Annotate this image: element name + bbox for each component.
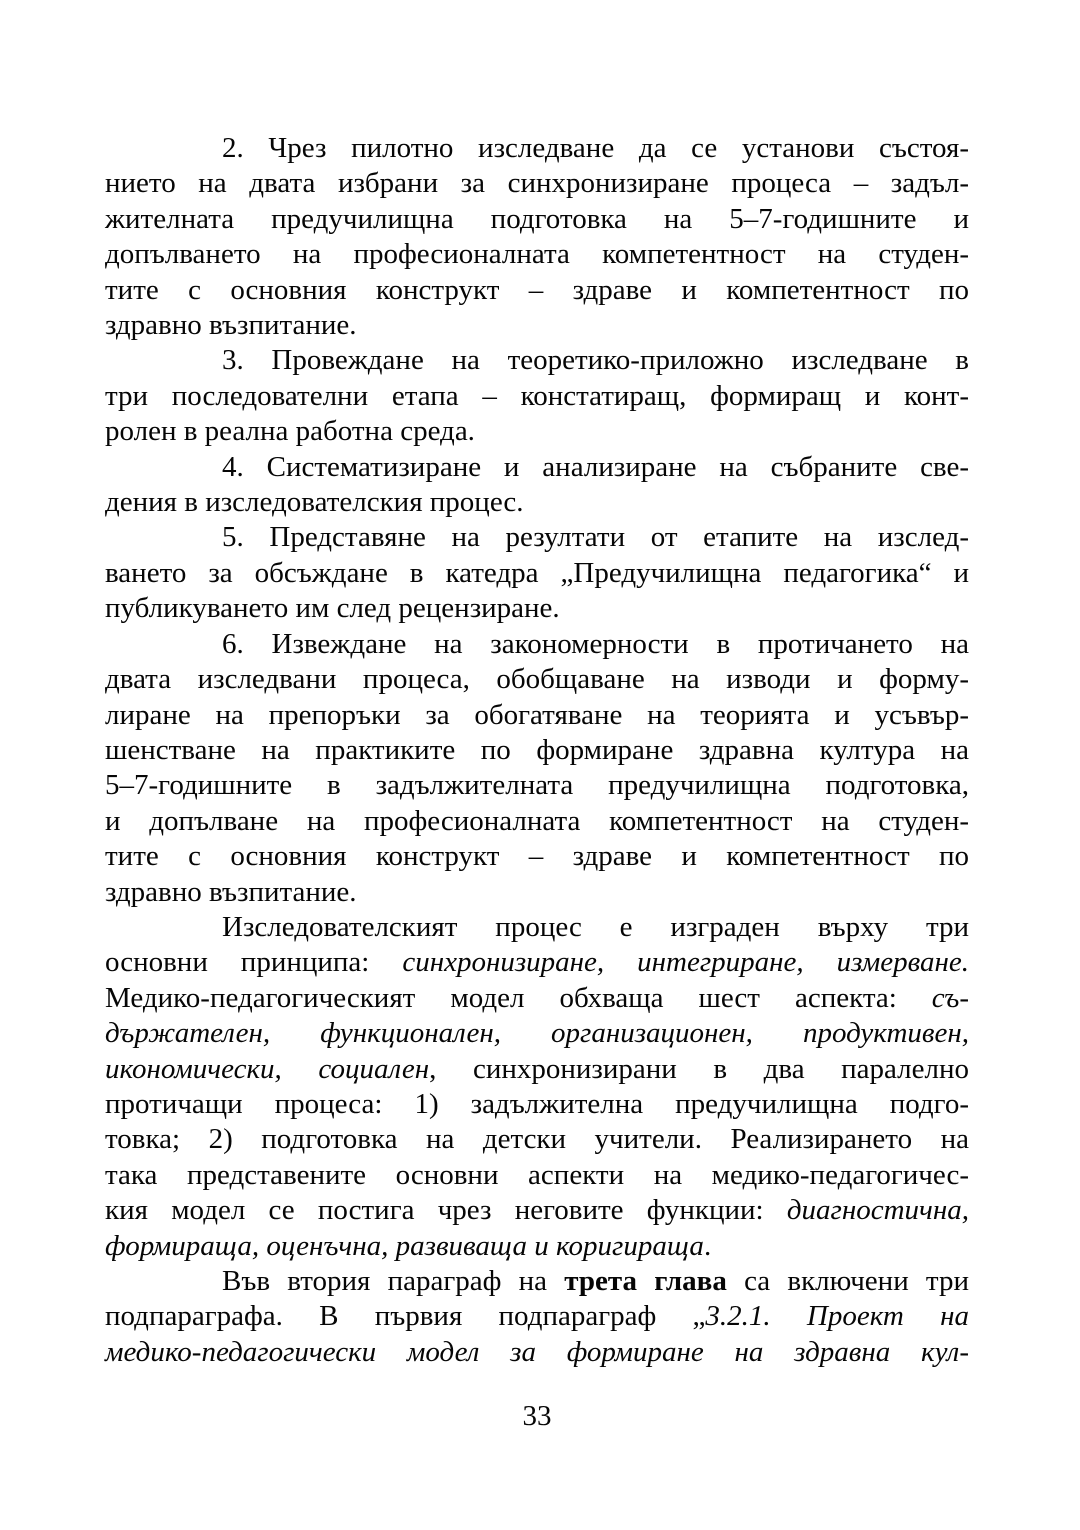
text-line (105, 1264, 969, 1299)
text-segment: жителната предучилищна подготовка на 5–7-годишните и (105, 202, 969, 235)
text-segment: кия модел се постига чрез неговите функции: (105, 1194, 787, 1227)
text-segment: лиране на препоръки за обогатяване на теорията и усъвър- (105, 698, 969, 731)
text-segment: дения в изследователския процес. (105, 486, 524, 519)
text-line (105, 1087, 969, 1122)
text-segment: 3. Провеждане на теоретико-приложно изследване в (222, 344, 969, 377)
text-line (105, 1335, 969, 1370)
text-segment: диагностична, (786, 1194, 969, 1227)
text-segment: са включени три (726, 1265, 969, 1297)
text-segment: тите с основния конструкт – здраве и компетентност по (105, 840, 969, 873)
text-segment: шенстване на практиките по формиране здравна култура на (105, 733, 969, 766)
page-number: 33 (522, 1400, 552, 1432)
text-line (105, 556, 969, 591)
text-segment: 2. Чрез пилотно изследване да се установи състоя- (222, 132, 969, 164)
text-segment: формираща, оценъчна, развиваща и коригираща (105, 1229, 704, 1262)
text-segment: , синхронизирани в два паралелно (429, 1052, 969, 1085)
text-line (105, 698, 969, 733)
text-segment: държателен, функционален, организационен, продуктивен, (105, 1017, 969, 1050)
paragraph (105, 520, 969, 626)
text-segment: медико-педагогически модел за формиране на здравна кул- (105, 1335, 969, 1368)
text-line (105, 450, 969, 485)
text-line (105, 1016, 969, 1051)
paragraph (105, 910, 969, 1264)
text-segment: 3.2.1. Проект на (705, 1300, 969, 1333)
text-line (105, 1052, 969, 1087)
text-line (105, 520, 969, 555)
paragraph (105, 627, 969, 910)
paragraph (105, 1264, 969, 1370)
text-segment: протичащи процеса: 1) задължителна предучилищна подго- (105, 1087, 969, 1120)
text-segment: ролен в реална работна среда. (105, 415, 475, 448)
text-segment: 4. Систематизиране и анализиране на събраните све- (222, 450, 969, 483)
text-line (105, 202, 969, 237)
text-line (105, 485, 969, 520)
text-line (105, 1193, 969, 1228)
text-line (105, 981, 969, 1016)
text-segment: здравно възпитание. (105, 875, 357, 908)
text-segment: . (703, 1229, 712, 1262)
text-segment: трета глава (564, 1265, 727, 1297)
text-segment: икономически, социален (105, 1052, 430, 1085)
text-line (105, 733, 969, 768)
text-segment: Във втория параграф на (222, 1265, 565, 1297)
text-line (105, 627, 969, 662)
text-segment: 6. Извеждане на закономерности в протичането на (222, 627, 969, 660)
text-line (105, 768, 969, 803)
text-segment: синхронизиране, интегриране, измерване. (402, 946, 969, 979)
text-segment: така представените основни аспекти на медико-педагогичес- (105, 1158, 969, 1191)
page-body (105, 131, 969, 1370)
text-line (105, 1122, 969, 1157)
text-line (105, 804, 969, 839)
text-line (105, 131, 969, 166)
text-line (105, 875, 969, 910)
text-segment: двата изследвани процеса, обобщаване на изводи и форму- (105, 663, 969, 696)
text-segment: тите с основния конструкт – здраве и компетентност по (105, 273, 969, 306)
text-segment: допълването на професионалната компетентност на студен- (105, 238, 969, 271)
text-segment: ването за обсъждане в катедра „Предучилищна педагогика“ и (105, 556, 969, 589)
text-line (105, 1299, 969, 1334)
text-segment: и допълване на професионалната компетентност на студен- (105, 804, 969, 837)
paragraph (105, 131, 969, 343)
text-line (105, 273, 969, 308)
text-segment: три последователни етапа – констатиращ, формиращ и конт- (105, 379, 969, 412)
text-segment: товка; 2) подготовка на детски учители. Реализирането на (105, 1123, 969, 1156)
text-line (105, 910, 969, 945)
text-line (105, 1158, 969, 1193)
text-line (105, 1229, 969, 1264)
text-segment: подпараграфа. В първия подпараграф „ (105, 1300, 706, 1333)
text-line (105, 237, 969, 272)
text-line (105, 945, 969, 980)
text-line (105, 343, 969, 378)
text-segment: здравно възпитание. (105, 309, 357, 342)
text-line (105, 662, 969, 697)
text-segment: нието на двата избрани за синхронизиране процеса – задъл- (105, 167, 969, 200)
text-line (105, 379, 969, 414)
text-line (105, 166, 969, 201)
text-line (105, 308, 969, 343)
text-segment: основни принципа: (105, 946, 403, 979)
text-segment: Изследователският процес е изграден върху три (222, 910, 969, 943)
text-line (105, 591, 969, 626)
text-segment: Медико-педагогическият модел обхваща шест аспекта: (105, 981, 932, 1014)
text-segment: 5. Представяне на резултати от етапите на изслед- (222, 521, 969, 554)
text-segment: съ- (931, 981, 969, 1014)
text-line (105, 839, 969, 874)
text-line (105, 414, 969, 449)
paragraph (105, 450, 969, 521)
text-segment: 5–7-годишните в задължителната предучилищна подготовка, (105, 769, 969, 802)
paragraph (105, 343, 969, 449)
text-segment: публикуването им след рецензиране. (105, 592, 560, 625)
